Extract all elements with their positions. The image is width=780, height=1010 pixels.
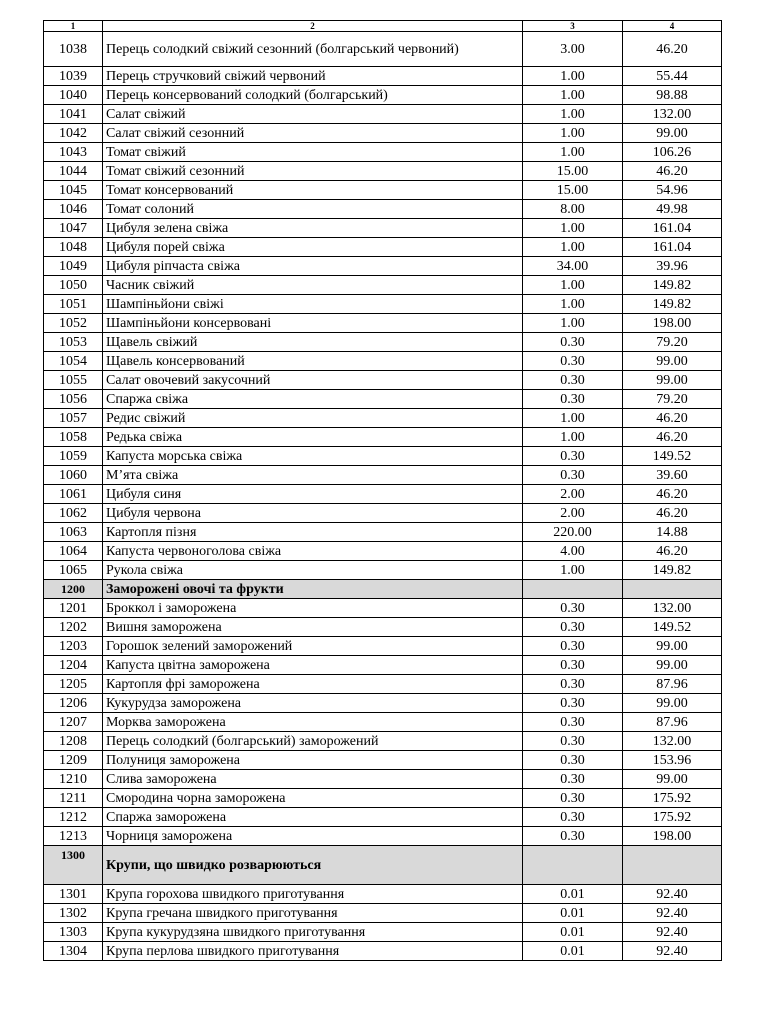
item-price: 132.00	[623, 732, 722, 751]
item-code: 1056	[44, 390, 103, 409]
table-row	[44, 827, 722, 846]
item-price: 79.20	[623, 390, 722, 409]
item-name: Броккол і заморожена	[103, 599, 523, 618]
item-name: Капуста червоноголова свіжа	[103, 542, 523, 561]
item-price: 87.96	[623, 675, 722, 694]
item-quantity: 1.00	[523, 86, 623, 105]
item-code: 1062	[44, 504, 103, 523]
item-code: 1063	[44, 523, 103, 542]
item-code: 1303	[44, 923, 103, 942]
item-name: Крупа кукурудзяна швидкого приготування	[103, 923, 523, 942]
item-name: Томат свіжий	[103, 143, 523, 162]
item-price: 132.00	[623, 599, 722, 618]
item-quantity	[523, 580, 623, 599]
table-row	[44, 143, 722, 162]
table-row	[44, 485, 722, 504]
item-code: 1213	[44, 827, 103, 846]
item-price: 49.98	[623, 200, 722, 219]
item-quantity: 34.00	[523, 257, 623, 276]
item-price: 99.00	[623, 124, 722, 143]
item-code: 1210	[44, 770, 103, 789]
item-quantity: 0.30	[523, 447, 623, 466]
item-price: 149.52	[623, 618, 722, 637]
item-name: Горошок зелений заморожений	[103, 637, 523, 656]
table-row	[44, 409, 722, 428]
item-price: 198.00	[623, 827, 722, 846]
item-code: 1300	[44, 846, 103, 885]
item-name: Перець солодкий свіжий сезонний (болгарський червоний)	[103, 32, 523, 67]
item-code: 1052	[44, 314, 103, 333]
item-price: 161.04	[623, 219, 722, 238]
item-code: 1045	[44, 181, 103, 200]
item-code: 1203	[44, 637, 103, 656]
item-price	[623, 580, 722, 599]
item-name: Томат свіжий сезонний	[103, 162, 523, 181]
item-price: 46.20	[623, 32, 722, 67]
item-name: Редька свіжа	[103, 428, 523, 447]
item-code: 1201	[44, 599, 103, 618]
item-quantity: 1.00	[523, 219, 623, 238]
item-price: 92.40	[623, 904, 722, 923]
item-code: 1059	[44, 447, 103, 466]
item-quantity: 0.30	[523, 732, 623, 751]
table-row	[44, 333, 722, 352]
item-quantity: 1.00	[523, 428, 623, 447]
item-price: 149.82	[623, 295, 722, 314]
item-code: 1061	[44, 485, 103, 504]
item-code: 1041	[44, 105, 103, 124]
item-quantity: 1.00	[523, 67, 623, 86]
item-price: 99.00	[623, 371, 722, 390]
item-quantity: 1.00	[523, 409, 623, 428]
item-quantity: 0.30	[523, 656, 623, 675]
item-name: Вишня заморожена	[103, 618, 523, 637]
item-quantity: 0.30	[523, 789, 623, 808]
item-name: Редис свіжий	[103, 409, 523, 428]
item-price: 14.88	[623, 523, 722, 542]
item-quantity	[523, 846, 623, 885]
table-row	[44, 67, 722, 86]
item-price: 87.96	[623, 713, 722, 732]
item-code: 1053	[44, 333, 103, 352]
table-row	[44, 656, 722, 675]
table-row	[44, 523, 722, 542]
item-price: 99.00	[623, 656, 722, 675]
item-quantity: 1.00	[523, 314, 623, 333]
column-number: 4	[623, 21, 722, 32]
table-row	[44, 618, 722, 637]
table-row	[44, 637, 722, 656]
table-row	[44, 942, 722, 961]
table-row	[44, 390, 722, 409]
table-row	[44, 257, 722, 276]
item-quantity: 1.00	[523, 105, 623, 124]
item-code: 1054	[44, 352, 103, 371]
item-name: Картопля пізня	[103, 523, 523, 542]
item-price: 175.92	[623, 808, 722, 827]
item-price: 161.04	[623, 238, 722, 257]
item-name: Капуста цвітна заморожена	[103, 656, 523, 675]
item-quantity: 0.01	[523, 942, 623, 961]
item-name: Полуниця заморожена	[103, 751, 523, 770]
item-quantity: 220.00	[523, 523, 623, 542]
item-code: 1208	[44, 732, 103, 751]
item-quantity: 0.30	[523, 390, 623, 409]
item-quantity: 4.00	[523, 542, 623, 561]
item-price: 98.88	[623, 86, 722, 105]
item-name: Цибуля зелена свіжа	[103, 219, 523, 238]
item-price: 54.96	[623, 181, 722, 200]
item-code: 1050	[44, 276, 103, 295]
item-name: Кукурудза заморожена	[103, 694, 523, 713]
item-price: 175.92	[623, 789, 722, 808]
price-table-body	[44, 21, 722, 961]
item-price: 99.00	[623, 694, 722, 713]
item-price: 46.20	[623, 409, 722, 428]
item-price: 39.96	[623, 257, 722, 276]
table-row	[44, 694, 722, 713]
table-row	[44, 713, 722, 732]
item-name: Крупа перлова швидкого приготування	[103, 942, 523, 961]
item-price: 92.40	[623, 923, 722, 942]
column-number: 1	[44, 21, 103, 32]
item-name: Перець консервований солодкий (болгарський)	[103, 86, 523, 105]
item-price: 46.20	[623, 542, 722, 561]
item-name: Перець солодкий (болгарський) заморожений	[103, 732, 523, 751]
item-quantity: 0.30	[523, 333, 623, 352]
table-row	[44, 770, 722, 789]
table-row	[44, 86, 722, 105]
table-row	[44, 371, 722, 390]
table-row	[44, 808, 722, 827]
item-price: 149.52	[623, 447, 722, 466]
item-name: Часник свіжий	[103, 276, 523, 295]
item-price: 92.40	[623, 942, 722, 961]
item-code: 1042	[44, 124, 103, 143]
item-code: 1046	[44, 200, 103, 219]
item-name: Слива заморожена	[103, 770, 523, 789]
item-quantity: 0.30	[523, 770, 623, 789]
table-row	[44, 504, 722, 523]
item-quantity: 1.00	[523, 295, 623, 314]
item-name: Крупа гречана швидкого приготування	[103, 904, 523, 923]
item-name: Цибуля ріпчаста свіжа	[103, 257, 523, 276]
item-quantity: 0.30	[523, 352, 623, 371]
item-quantity: 0.30	[523, 675, 623, 694]
item-name: Спаржа свіжа	[103, 390, 523, 409]
item-price: 149.82	[623, 561, 722, 580]
item-quantity: 0.30	[523, 694, 623, 713]
item-quantity: 15.00	[523, 181, 623, 200]
item-name: Томат консервований	[103, 181, 523, 200]
item-code: 1040	[44, 86, 103, 105]
item-price: 92.40	[623, 885, 722, 904]
item-price: 39.60	[623, 466, 722, 485]
item-quantity: 0.01	[523, 923, 623, 942]
item-price: 46.20	[623, 485, 722, 504]
item-quantity: 0.30	[523, 808, 623, 827]
table-row	[44, 751, 722, 770]
item-code: 1048	[44, 238, 103, 257]
item-code: 1060	[44, 466, 103, 485]
item-quantity: 8.00	[523, 200, 623, 219]
item-price	[623, 846, 722, 885]
item-name: Салат свіжий	[103, 105, 523, 124]
item-name: Томат солоний	[103, 200, 523, 219]
column-number: 3	[523, 21, 623, 32]
item-name: М’ята свіжа	[103, 466, 523, 485]
item-code: 1047	[44, 219, 103, 238]
item-quantity: 0.01	[523, 904, 623, 923]
item-quantity: 0.30	[523, 618, 623, 637]
item-quantity: 0.30	[523, 751, 623, 770]
item-price: 106.26	[623, 143, 722, 162]
table-row	[44, 904, 722, 923]
table-row	[44, 181, 722, 200]
item-code: 1209	[44, 751, 103, 770]
item-price: 198.00	[623, 314, 722, 333]
item-price: 46.20	[623, 428, 722, 447]
item-name: Шампіньйони свіжі	[103, 295, 523, 314]
item-price: 153.96	[623, 751, 722, 770]
item-quantity: 0.30	[523, 599, 623, 618]
table-row	[44, 276, 722, 295]
item-quantity: 0.30	[523, 827, 623, 846]
item-name: Чорниця заморожена	[103, 827, 523, 846]
table-row	[44, 923, 722, 942]
item-name: Рукола свіжа	[103, 561, 523, 580]
item-code: 1304	[44, 942, 103, 961]
item-quantity: 0.01	[523, 885, 623, 904]
table-row	[44, 675, 722, 694]
item-price: 99.00	[623, 637, 722, 656]
item-name: Картопля фрі заморожена	[103, 675, 523, 694]
table-row	[44, 599, 722, 618]
table-row	[44, 295, 722, 314]
item-quantity: 3.00	[523, 32, 623, 67]
table-row	[44, 219, 722, 238]
item-name: Крупа горохова швидкого приготування	[103, 885, 523, 904]
item-code: 1204	[44, 656, 103, 675]
item-name: Крупи, що швидко розварюються	[103, 846, 523, 885]
item-code: 1058	[44, 428, 103, 447]
item-code: 1200	[44, 580, 103, 599]
item-name: Салат овочевий закусочний	[103, 371, 523, 390]
table-row	[44, 542, 722, 561]
item-code: 1038	[44, 32, 103, 67]
item-quantity: 1.00	[523, 124, 623, 143]
table-row	[44, 162, 722, 181]
table-row	[44, 105, 722, 124]
price-table	[43, 20, 722, 961]
item-code: 1302	[44, 904, 103, 923]
item-quantity: 15.00	[523, 162, 623, 181]
item-code: 1064	[44, 542, 103, 561]
item-quantity: 1.00	[523, 238, 623, 257]
item-code: 1051	[44, 295, 103, 314]
item-name: Шампіньйони консервовані	[103, 314, 523, 333]
table-row	[44, 885, 722, 904]
item-name: Щавель свіжий	[103, 333, 523, 352]
table-row	[44, 124, 722, 143]
item-quantity: 0.30	[523, 713, 623, 732]
item-code: 1057	[44, 409, 103, 428]
item-name: Щавель консервований	[103, 352, 523, 371]
table-row	[44, 238, 722, 257]
item-name: Цибуля червона	[103, 504, 523, 523]
item-name: Смородина чорна заморожена	[103, 789, 523, 808]
section-row	[44, 580, 722, 599]
table-row	[44, 732, 722, 751]
item-code: 1065	[44, 561, 103, 580]
item-name: Перець стручковий свіжий червоний	[103, 67, 523, 86]
item-quantity: 0.30	[523, 371, 623, 390]
item-code: 1301	[44, 885, 103, 904]
item-quantity: 0.30	[523, 637, 623, 656]
table-row	[44, 352, 722, 371]
item-quantity: 1.00	[523, 276, 623, 295]
item-quantity: 1.00	[523, 143, 623, 162]
item-name: Цибуля порей свіжа	[103, 238, 523, 257]
item-price: 55.44	[623, 67, 722, 86]
item-price: 79.20	[623, 333, 722, 352]
table-row	[44, 200, 722, 219]
item-code: 1044	[44, 162, 103, 181]
item-price: 99.00	[623, 770, 722, 789]
item-name: Цибуля синя	[103, 485, 523, 504]
column-number-row	[44, 21, 722, 32]
item-code: 1206	[44, 694, 103, 713]
table-row	[44, 789, 722, 808]
table-row	[44, 32, 722, 67]
item-price: 46.20	[623, 162, 722, 181]
item-name: Капуста морська свіжа	[103, 447, 523, 466]
table-row	[44, 314, 722, 333]
item-price: 149.82	[623, 276, 722, 295]
item-code: 1205	[44, 675, 103, 694]
section-row	[44, 846, 722, 885]
item-name: Спаржа заморожена	[103, 808, 523, 827]
table-row	[44, 466, 722, 485]
item-price: 99.00	[623, 352, 722, 371]
item-code: 1043	[44, 143, 103, 162]
item-code: 1212	[44, 808, 103, 827]
item-name: Салат свіжий сезонний	[103, 124, 523, 143]
item-quantity: 1.00	[523, 561, 623, 580]
item-price: 132.00	[623, 105, 722, 124]
item-quantity: 2.00	[523, 504, 623, 523]
item-code: 1055	[44, 371, 103, 390]
item-code: 1211	[44, 789, 103, 808]
table-row	[44, 447, 722, 466]
item-code: 1049	[44, 257, 103, 276]
item-quantity: 2.00	[523, 485, 623, 504]
item-quantity: 0.30	[523, 466, 623, 485]
item-name: Заморожені овочі та фрукти	[103, 580, 523, 599]
item-name: Морква заморожена	[103, 713, 523, 732]
item-price: 46.20	[623, 504, 722, 523]
item-code: 1207	[44, 713, 103, 732]
item-code: 1039	[44, 67, 103, 86]
column-number: 2	[103, 21, 523, 32]
item-code: 1202	[44, 618, 103, 637]
table-row	[44, 561, 722, 580]
table-row	[44, 428, 722, 447]
